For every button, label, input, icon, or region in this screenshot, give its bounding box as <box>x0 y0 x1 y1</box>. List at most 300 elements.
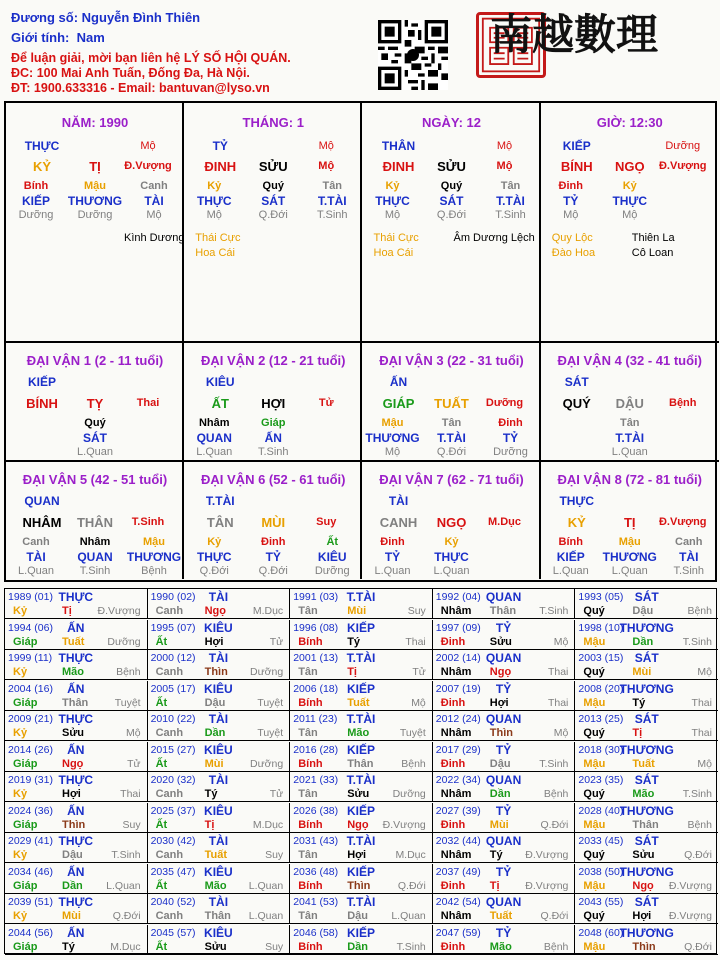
year-state: Bệnh <box>401 757 426 770</box>
heavenly-stem: ĐINH <box>204 159 237 174</box>
year-state: Dưỡng <box>392 788 426 800</box>
year-label: 2014 (26) <box>8 743 53 756</box>
year-branch: Thìn <box>347 879 371 892</box>
year-state: M.Dục <box>252 818 284 831</box>
dai-van-title: ĐẠI VẬN 7 (62 - 71 tuổi) <box>379 472 524 487</box>
dai-van-stem: NHÂM <box>22 515 62 530</box>
year-branch: Sửu <box>204 940 227 953</box>
year-branch: Mão <box>489 940 512 953</box>
year-branch: Ngọ <box>632 879 654 892</box>
dai-van-hidden-stem: Tân <box>619 417 640 429</box>
year-label: 2009 (21) <box>8 713 53 725</box>
year-ten-god: ẤN <box>67 864 85 879</box>
year-branch: Dần <box>62 879 83 892</box>
dai-van-hidden-god: T.TÀI <box>615 431 645 445</box>
pillar-top-state: Mộ <box>318 140 334 152</box>
year-state: L.Quan <box>391 910 426 922</box>
year-stem: Mậu <box>583 635 606 648</box>
year-cell <box>575 742 718 772</box>
dai-van-hidden-stem: Kỷ <box>207 536 222 548</box>
year-cell <box>433 742 576 772</box>
hidden-ten-god: TỶ <box>563 194 579 208</box>
year-label: 2025 (37) <box>150 804 196 817</box>
hidden-stem: Tân <box>500 180 521 192</box>
dai-van-title: ĐẠI VẬN 8 (72 - 81 tuổi) <box>557 472 702 487</box>
dai-van-state: M.Dục <box>488 516 521 528</box>
year-branch: Hợi <box>62 788 81 800</box>
year-stem: Giáp <box>13 879 38 892</box>
year-cell <box>5 925 148 955</box>
dai-van-branch: NGỌ <box>436 515 467 530</box>
year-ten-god: SÁT <box>634 651 659 665</box>
pillar-title: NGÀY: 12 <box>422 115 481 130</box>
dai-van-stem: KỶ <box>567 515 586 530</box>
dai-van-hidden-stem: Bính <box>558 536 583 548</box>
pillar-top-state: Dưỡng <box>665 140 701 152</box>
dai-van-title: ĐẠI VẬN 6 (52 - 61 tuổi) <box>201 472 346 487</box>
year-cell <box>575 925 718 955</box>
year-branch: Thìn <box>62 818 86 831</box>
year-ten-god: SÁT <box>634 590 659 604</box>
pillar-day <box>363 103 541 343</box>
year-stem: Canh <box>155 910 184 922</box>
dai-van-branch: TỊ <box>623 515 636 530</box>
year-label: 1995 (07) <box>150 621 196 634</box>
year-branch: Ngọ <box>62 757 84 770</box>
year-stem: Canh <box>155 727 184 739</box>
dai-van-state: Tử <box>318 397 334 409</box>
year-ten-god: THỰC <box>58 590 94 604</box>
year-state: Mộ <box>697 757 712 770</box>
year-ten-god: THƯƠNG <box>619 803 674 818</box>
year-state: Đ.Vượng <box>668 879 712 892</box>
dai-van-hidden-stem: Canh <box>22 536 50 548</box>
year-stem: Ất <box>155 696 168 709</box>
dai-van-hidden-god: TỶ <box>502 431 519 445</box>
hidden-stem: Quý <box>262 180 284 192</box>
year-label: 1998 (10) <box>578 621 624 634</box>
hidden-stem: Quý <box>440 180 463 192</box>
dai-van-hidden-god: T.TÀI <box>437 431 466 445</box>
dai-van-hidden-stem: Đinh <box>380 536 405 548</box>
year-state: Suy <box>265 940 284 953</box>
dai-van-hidden-state: T.Sinh <box>673 565 705 577</box>
year-cell <box>290 772 433 802</box>
dai-van-title: ĐẠI VẬN 3 (22 - 31 tuổi) <box>379 353 524 368</box>
year-branch: Sửu <box>632 849 655 861</box>
year-stem: Đinh <box>440 635 466 648</box>
dai-van-title: ĐẠI VẬN 5 (42 - 51 tuổi) <box>22 472 168 487</box>
year-state: Bệnh <box>116 666 141 678</box>
dai-van-hidden-stem: Kỷ <box>444 536 459 548</box>
year-stem: Nhâm <box>440 910 472 922</box>
year-branch: Sửu <box>347 788 370 800</box>
year-label: 2001 (13) <box>293 652 339 664</box>
annual-luck-grid <box>4 588 717 954</box>
year-state: M.Dục <box>110 940 141 953</box>
year-ten-god: THỰC <box>58 712 94 726</box>
year-branch: Mão <box>632 788 655 800</box>
year-cell <box>433 589 576 619</box>
year-branch: Hợi <box>489 696 509 709</box>
dai-van-state: T.Sinh <box>131 516 165 528</box>
heavenly-stem: KỶ <box>32 159 52 174</box>
year-ten-god: KIÊU <box>204 864 233 879</box>
year-branch: Dần <box>489 788 511 800</box>
pillar-month <box>184 103 362 343</box>
year-branch: Mùi <box>204 757 224 770</box>
year-state: Mộ <box>553 635 569 648</box>
year-label: 1992 (04) <box>435 591 481 603</box>
dai-van-hidden-god: TỶ <box>384 550 401 564</box>
dai-van-hidden-god: TÀI <box>679 550 699 564</box>
dai-van-stem: TÂN <box>206 515 234 530</box>
year-state: Đ.Vượng <box>525 879 569 892</box>
year-state: Tuyệt <box>114 696 141 709</box>
year-cell <box>148 894 291 924</box>
dai-van-hidden-state: L.Quan <box>611 565 648 577</box>
year-ten-god: TÀI <box>208 834 229 848</box>
year-branch: Tý <box>347 635 361 648</box>
dai-van-ten-god: KIẾP <box>27 375 57 389</box>
year-cell <box>148 864 291 894</box>
hidden-ten-god: THƯƠNG <box>67 194 123 208</box>
year-stem: Bính <box>298 940 323 953</box>
year-label: 2036 (48) <box>293 865 339 878</box>
year-label: 2017 (29) <box>435 743 481 756</box>
year-stem: Tân <box>298 666 318 678</box>
dai-van-8 <box>541 462 719 579</box>
year-cell <box>148 589 291 619</box>
year-cell <box>433 803 576 833</box>
year-stem: Đinh <box>440 879 466 892</box>
year-cell <box>290 711 433 741</box>
shen-sha-right: Thiên La <box>631 232 675 244</box>
year-ten-god: TỶ <box>495 620 512 635</box>
year-state: Mộ <box>126 727 141 739</box>
year-cell <box>5 833 148 863</box>
year-stem: Đinh <box>440 757 466 770</box>
hidden-ten-god: T.TÀI <box>496 194 525 208</box>
year-stem: Mậu <box>583 757 606 770</box>
year-ten-god: T.TÀI <box>346 834 376 848</box>
year-label: 2006 (18) <box>293 682 339 695</box>
year-stem: Kỷ <box>13 788 28 800</box>
year-state: Q.Đới <box>397 879 426 892</box>
year-stem: Ất <box>155 879 168 892</box>
year-cell <box>5 681 148 711</box>
dai-van-ten-god: TÀI <box>388 494 409 508</box>
year-cell <box>290 620 433 650</box>
year-stem: Tân <box>298 605 318 617</box>
year-ten-god: THƯƠNG <box>619 864 674 879</box>
dai-van-hidden-state: Q.Đới <box>258 565 288 577</box>
year-label: 2042 (54) <box>435 896 481 908</box>
dai-van-hidden-stem: Ất <box>326 536 339 548</box>
year-state: Đ.Vượng <box>97 605 141 617</box>
dai-van-branch: HỢI <box>261 396 286 411</box>
year-branch: Hợi <box>632 910 652 922</box>
year-cell <box>575 589 718 619</box>
year-branch: Tuất <box>632 757 655 770</box>
year-stem: Quý <box>583 666 605 678</box>
year-branch: Tị <box>62 605 72 617</box>
year-stem: Đinh <box>440 940 466 953</box>
year-cell <box>5 742 148 772</box>
year-cell <box>433 711 576 741</box>
year-state: Bệnh <box>543 940 569 953</box>
year-ten-god: THỰC <box>58 773 94 787</box>
year-label: 2028 (40) <box>578 804 624 817</box>
year-ten-god: T.TÀI <box>346 895 376 909</box>
year-state: Tuyệt <box>257 727 284 739</box>
year-label: 2040 (52) <box>150 896 196 908</box>
hidden-state: Mộ <box>384 209 401 221</box>
pillar-ten-god: THỰC <box>24 139 60 153</box>
gioi-tinh-line <box>11 30 105 46</box>
pillar-title: NĂM: 1990 <box>61 115 129 130</box>
shen-sha-left: Hoa Cái <box>195 247 235 259</box>
dai-van-5 <box>6 462 184 579</box>
pillar-ten-god: KIẾP <box>562 139 591 153</box>
year-ten-god: THỰC <box>58 651 94 665</box>
year-branch: Thân <box>489 605 517 617</box>
year-state: Tuyệt <box>257 696 284 709</box>
year-cell <box>148 925 291 955</box>
year-branch: Dần <box>347 940 368 953</box>
year-branch: Tị <box>632 727 643 739</box>
dai-van-hidden-state: T.Sinh <box>257 446 289 458</box>
year-cell <box>575 620 718 650</box>
dai-van-hidden-stem: Nhâm <box>79 536 111 548</box>
hidden-state: Mộ <box>622 209 638 221</box>
year-state: Đ.Vượng <box>525 849 569 861</box>
dai-van-hidden-god: THỰC <box>196 550 232 564</box>
gioi-tinh-label: Giới tính: <box>11 30 70 45</box>
dai-van-hidden-state: Dưỡng <box>314 565 350 577</box>
year-stem: Mậu <box>583 818 606 831</box>
year-state: Tuyệt <box>399 727 426 739</box>
year-state: Dưỡng <box>107 635 141 648</box>
year-stem: Mậu <box>583 879 606 892</box>
year-branch: Dậu <box>632 605 654 617</box>
year-ten-god: TÀI <box>208 712 229 726</box>
year-stem: Kỷ <box>13 605 28 617</box>
year-cell <box>575 681 718 711</box>
year-branch: Tị <box>489 879 500 892</box>
dai-van-branch: TỴ <box>86 396 104 411</box>
year-ten-god: SÁT <box>634 773 659 787</box>
heavenly-stem: ĐINH <box>382 159 415 174</box>
year-stem: Quý <box>583 910 605 922</box>
address-line: ĐC: 100 Mai Anh Tuấn, Đống Đa, Hà Nội. <box>11 66 250 80</box>
year-cell <box>5 589 148 619</box>
year-label: 2005 (17) <box>150 682 196 695</box>
year-ten-god: KIÊU <box>204 742 233 757</box>
phone-line: ĐT: 1900.633316 - Email: bantuvan@lyso.vn <box>11 81 270 95</box>
year-stem: Quý <box>583 605 605 617</box>
year-ten-god: TÀI <box>208 651 229 665</box>
hidden-ten-god: SÁT <box>261 194 286 208</box>
year-ten-god: KIÊU <box>204 620 233 635</box>
year-label: 2035 (47) <box>150 865 196 878</box>
hidden-stem: Kỷ <box>207 180 222 192</box>
year-branch: Dậu <box>347 910 368 922</box>
year-label: 2007 (19) <box>435 682 481 695</box>
dai-van-branch: THÂN <box>76 515 114 530</box>
year-stem: Giáp <box>13 818 38 831</box>
year-cell <box>290 925 433 955</box>
dai-van-7 <box>363 462 541 579</box>
year-cell <box>290 742 433 772</box>
shen-sha-right: Âm Dương Lệch <box>453 232 535 244</box>
dai-van-title: ĐẠI VẬN 4 (32 - 41 tuổi) <box>557 353 702 368</box>
pillar-title: GIỜ: 12:30 <box>596 115 663 130</box>
branch-state: Mộ <box>318 160 335 172</box>
year-state: Q.Đới <box>540 910 569 922</box>
year-cell <box>433 681 576 711</box>
year-label: 2037 (49) <box>435 865 481 878</box>
year-stem: Mậu <box>583 696 606 709</box>
year-branch: Mão <box>62 666 84 678</box>
pillar-title: THÁNG: 1 <box>242 115 304 130</box>
year-stem: Tân <box>298 788 318 800</box>
year-stem: Ất <box>155 635 168 648</box>
year-label: 2015 (27) <box>150 743 196 756</box>
dai-van-hidden-god: QUAN <box>77 550 113 564</box>
year-state: Tử <box>269 788 284 800</box>
year-branch: Ngọ <box>204 605 226 617</box>
contact-name: LÝ SỐ HỘI QUÁN. <box>183 51 291 65</box>
year-cell <box>148 803 291 833</box>
dai-van-state: Bệnh <box>669 397 697 409</box>
year-state: Q.Đới <box>684 940 712 953</box>
year-branch: Thân <box>632 818 659 831</box>
dai-van-hidden-god: ẤN <box>264 431 282 445</box>
year-branch: Thìn <box>489 727 514 739</box>
year-stem: Tân <box>298 727 318 739</box>
contact-line <box>11 50 291 66</box>
year-ten-god: QUAN <box>485 712 522 726</box>
year-state: Dưỡng <box>250 757 284 770</box>
year-stem: Giáp <box>13 696 38 709</box>
dai-van-4 <box>541 343 719 460</box>
branch-state: Mộ <box>496 160 513 172</box>
year-branch: Mùi <box>632 666 652 678</box>
earthly-branch: SỬU <box>258 159 288 174</box>
year-state: L.Quan <box>106 879 141 892</box>
year-branch: Tị <box>204 818 215 831</box>
dai-van-branch: TUẤT <box>434 396 469 411</box>
year-state: Mộ <box>411 696 426 709</box>
hidden-stem: Bính <box>23 180 49 192</box>
year-state: Q.Đới <box>540 818 569 831</box>
year-label: 1989 (01) <box>8 591 53 603</box>
year-label: 1991 (03) <box>293 591 339 603</box>
dai-van-hidden-god: SÁT <box>83 431 107 445</box>
gioi-tinh-value: Nam <box>76 30 105 45</box>
year-ten-god: QUAN <box>485 834 522 848</box>
dai-van-hidden-god: KIẾP <box>556 550 585 564</box>
shen-sha-left: Đào Hoa <box>551 247 596 259</box>
dai-van-3 <box>363 343 541 460</box>
year-cell <box>148 742 291 772</box>
dai-van-hidden-stem: Canh <box>675 536 703 548</box>
duong-so-label: Đương số: <box>11 10 79 25</box>
year-state: Bệnh <box>687 605 712 617</box>
hidden-stem: Kỷ <box>622 180 637 192</box>
year-label: 1990 (02) <box>150 591 196 603</box>
dai-van-state: Thai <box>136 397 160 409</box>
year-ten-god: QUAN <box>485 773 522 787</box>
hidden-stem: Canh <box>140 180 168 192</box>
year-branch: Mùi <box>62 910 81 922</box>
year-cell <box>433 772 576 802</box>
dai-van-stem: BÍNH <box>26 396 58 411</box>
year-state: T.Sinh <box>396 940 426 953</box>
year-stem: Kỷ <box>13 849 28 861</box>
dai-van-hidden-god: QUAN <box>196 431 232 445</box>
year-ten-god: KIẾP <box>346 681 375 696</box>
year-ten-god: THƯƠNG <box>619 681 674 696</box>
year-branch: Tý <box>489 849 503 861</box>
year-ten-god: SÁT <box>634 712 659 726</box>
year-branch: Tý <box>632 696 646 709</box>
dai-van-hidden-state: L.Quan <box>374 565 411 577</box>
dai-van-hidden-stem: Nhâm <box>198 417 230 429</box>
hidden-ten-god: T.TÀI <box>317 194 347 208</box>
year-label: 2030 (42) <box>150 835 196 847</box>
year-cell <box>433 864 576 894</box>
earthly-branch: TỊ <box>89 159 101 174</box>
year-label: 2047 (59) <box>435 926 481 939</box>
dai-van-ten-god: THỰC <box>559 494 595 508</box>
year-state: M.Dục <box>252 605 284 617</box>
year-stem: Nhâm <box>440 727 472 739</box>
year-label: 2026 (38) <box>293 804 339 817</box>
year-label: 2022 (34) <box>435 774 481 786</box>
year-cell <box>575 894 718 924</box>
year-label: 2027 (39) <box>435 804 481 817</box>
earthly-branch: NGỌ <box>614 159 645 174</box>
header <box>0 0 720 100</box>
year-branch: Tý <box>204 788 218 800</box>
year-branch: Thân <box>347 757 374 770</box>
year-cell <box>148 833 291 863</box>
year-cell <box>148 772 291 802</box>
year-branch: Sửu <box>62 727 85 739</box>
year-state: M.Dục <box>395 849 426 861</box>
year-cell <box>148 650 291 680</box>
dai-van-stem: QUÝ <box>562 396 591 411</box>
year-cell <box>290 589 433 619</box>
dai-van-branch: DẬU <box>615 396 644 411</box>
year-cell <box>5 894 148 924</box>
dai-van-ten-god: ẤN <box>389 375 408 389</box>
duong-so-value: Nguyễn Đình Thiên <box>81 10 201 25</box>
year-ten-god: T.TÀI <box>346 651 376 665</box>
pillar-ten-god: TỶ <box>212 139 228 153</box>
year-branch: Thìn <box>632 940 656 953</box>
earthly-branch: SỬU <box>437 159 466 174</box>
hidden-state: T.Sinh <box>495 209 526 221</box>
year-branch: Mùi <box>347 605 367 617</box>
year-stem: Quý <box>583 849 605 861</box>
dai-van-hidden-stem: Mậu <box>143 536 165 548</box>
shen-sha-left: Thái Cực <box>195 232 241 244</box>
year-branch: Dậu <box>204 696 226 709</box>
dai-van-hidden-god: THƯƠNG <box>602 550 657 564</box>
